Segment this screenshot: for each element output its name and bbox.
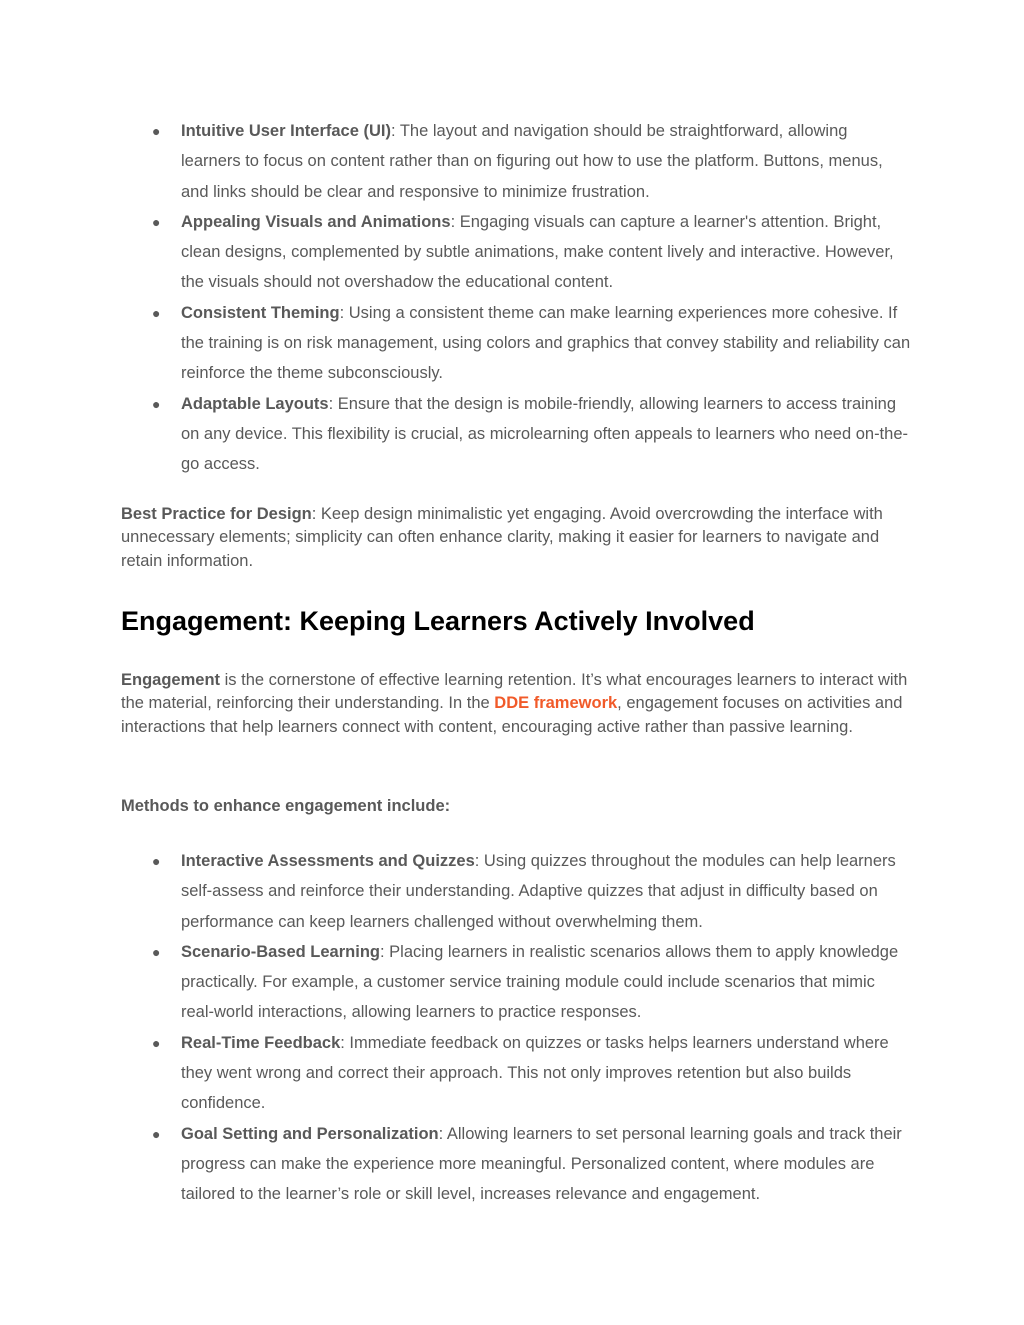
list-item-term: Interactive Assessments and Quizzes: [181, 852, 475, 870]
list-item-text: : Engaging visuals can capture a learner's attention. Bright, clean designs, complemented by subtle animations, make content lively and interactive. However, the visuals should not overshadow the educational content.: [181, 212, 894, 292]
list-item: [121, 116, 911, 207]
list-item-text: : Using a consistent theme can make learning experiences more cohesive. If the training is on risk management, using colors and graphics that convey stability and reliability can reinforce the theme subconsciously.: [181, 303, 911, 383]
engagement-methods-list: [121, 846, 911, 1210]
bullet-icon: ●: [152, 1125, 161, 1142]
engagement-paragraph: [121, 669, 911, 739]
list-item: [121, 846, 911, 937]
list-item: [121, 298, 911, 389]
best-practice-paragraph: [121, 503, 911, 573]
engagement-term: Engagement: [121, 671, 221, 689]
list-item-term: Adaptable Layouts: [181, 394, 329, 413]
list-item-term: Consistent Theming: [181, 303, 340, 322]
engagement-text-after-link: , engagement focuses on activities and interactions that help learners connect with content, encouraging active rather than passive learning.: [121, 694, 903, 736]
bullet-icon: ●: [152, 304, 161, 321]
bullet-icon: ●: [152, 213, 161, 230]
list-item: [121, 1119, 911, 1210]
dde-framework-link[interactable]: DDE framework: [494, 694, 618, 713]
list-item: [121, 937, 911, 1028]
list-item-text: : Immediate feedback on quizzes or tasks helps learners understand where they went wrong and correct their approach. This not only improves retention but also builds confidence.: [181, 1033, 889, 1113]
list-item-term: Scenario-Based Learning: [181, 942, 380, 961]
list-item: [121, 1028, 911, 1119]
list-item-text: : Allowing learners to set personal learning goals and track their progress can make the experience more meaningful. Personalized content, where modules are tailored to the learner’s role or skill level, increases relevance and engagement.: [181, 1124, 902, 1204]
list-item-term: Goal Setting and Personalization: [181, 1124, 439, 1143]
best-practice-term: Best Practice for Design: [121, 505, 312, 523]
list-item: [121, 207, 911, 298]
list-item-text: : Placing learners in realistic scenarios allows them to apply knowledge practically. For example, a customer service training module could include scenarios that mimic real-world interactions, allowing learners to practice responses.: [181, 942, 899, 1022]
list-item-term: Appealing Visuals and Animations: [181, 212, 451, 231]
bullet-icon: ●: [152, 395, 161, 412]
bullet-icon: ●: [152, 853, 161, 869]
list-item: [121, 389, 911, 480]
list-item-text: : Using quizzes throughout the modules can help learners self-assess and reinforce their understanding. Adaptive quizzes that adjust in difficulty based on performance can keep learners challenged without overwhelming them.: [181, 852, 896, 931]
engagement-text-before-link: is the cornerstone of effective learning retention. It’s what encourages learners to interact with the material, reinforcing their understanding. In the: [121, 671, 908, 713]
list-item-text: : Ensure that the design is mobile-friendly, allowing learners to access training on any device. This flexibility is crucial, as microlearning often appeals to learners who need on-the-go access.: [181, 394, 908, 474]
bullet-icon: ●: [152, 943, 161, 960]
best-practice-text: : Keep design minimalistic yet engaging. Avoid overcrowding the interface with unnecessary elements; simplicity can often enhance clarity, making it easier for learners to navigate and retain information.: [121, 505, 883, 570]
list-item-term: Intuitive User Interface (UI): [181, 122, 391, 140]
section-heading: Engagement: Keeping Learners Actively Involved: [121, 606, 755, 636]
list-item-text: : The layout and navigation should be straightforward, allowing learners to focus on content rather than on figuring out how to use the platform. Buttons, menus, and links should be clear and responsive to minimize frustration.: [181, 122, 883, 201]
methods-label: Methods to enhance engagement include:: [121, 797, 451, 815]
design-elements-list: [121, 116, 911, 480]
bullet-icon: ●: [152, 123, 161, 139]
list-item-term: Real-Time Feedback: [181, 1033, 341, 1052]
bullet-icon: ●: [152, 1034, 161, 1051]
